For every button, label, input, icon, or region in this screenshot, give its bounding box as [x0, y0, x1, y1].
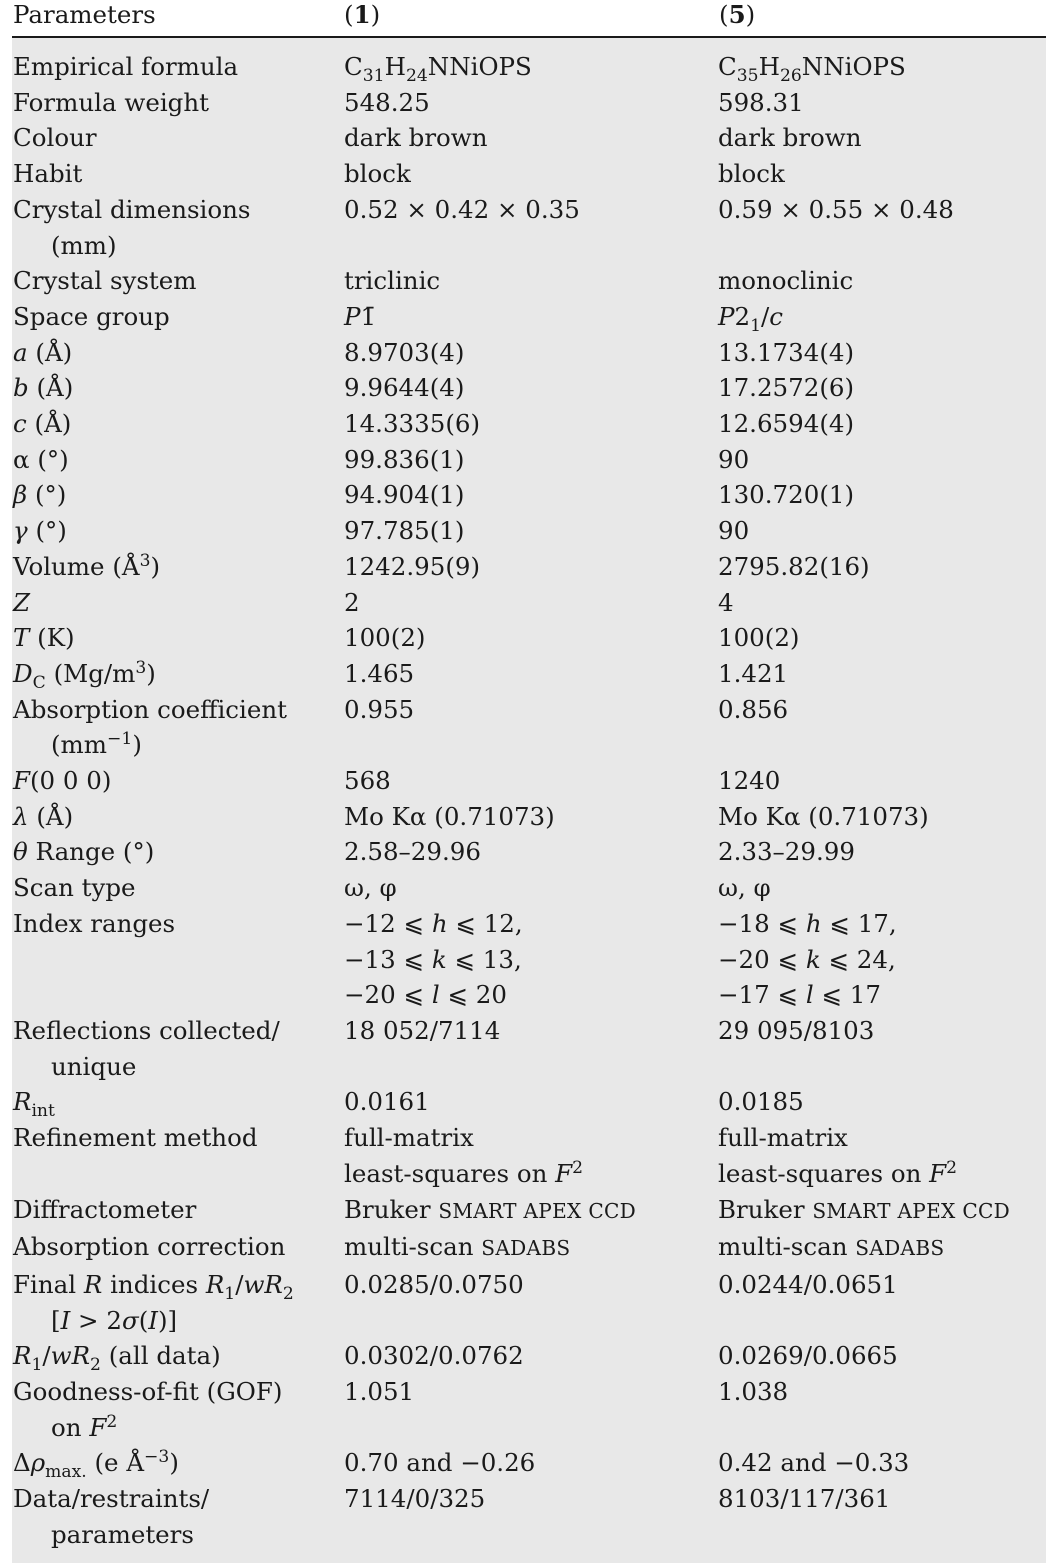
cell-line: block [344, 159, 411, 189]
table-row [12, 906, 1046, 1013]
cell-line: −13 ⩽ k ⩽ 13, [344, 944, 522, 974]
compound-5-cell [718, 1229, 1046, 1267]
compound-5-cell [718, 1338, 1046, 1374]
parameter-cell [12, 1374, 343, 1445]
cell-line: a (Å) [13, 337, 73, 367]
parameter-cell [12, 335, 343, 371]
parameter-cell [12, 656, 343, 692]
cell-line: Absorption correction [13, 1232, 286, 1262]
cell-line: $R_1/wR_2$ (all data) [13, 1341, 221, 1376]
header-compound-5: (5) [719, 0, 756, 29]
cell-line: $C_{35}H_{26}NNiOPS$ [718, 52, 906, 86]
parameter-cell [12, 1229, 343, 1267]
table-row [12, 85, 1046, 121]
cell-line: full-matrix [344, 1123, 474, 1153]
compound-1-cell [343, 49, 718, 85]
compound-5-cell [718, 799, 1046, 835]
compound-1-cell [343, 299, 718, 335]
compound-1-cell [343, 549, 718, 585]
cell-line: 4 [718, 587, 734, 617]
compound-5-cell [718, 406, 1046, 442]
compound-5-cell [718, 299, 1046, 335]
table-row [12, 585, 1046, 621]
cell-line: b (Å) [13, 373, 74, 403]
table-row [12, 799, 1046, 835]
compound-5-number: 5 [728, 0, 746, 29]
parameter-cell [12, 49, 343, 85]
table-row [12, 442, 1046, 478]
parameter-cell [12, 299, 343, 335]
cell-line: α (°) [13, 444, 69, 474]
cell-line: −20 ⩽ l ⩽ 20 [344, 980, 507, 1010]
parameter-cell [12, 370, 343, 406]
compound-5-cell [718, 870, 1046, 906]
cell-line: (mm) [51, 230, 117, 260]
cell-line: Volume $(Å^3)$ [13, 550, 161, 581]
compound-1-cell [343, 1013, 718, 1084]
cell-line: 0.856 [718, 694, 789, 724]
cell-line: 0.955 [344, 694, 415, 724]
table-row [12, 370, 1046, 406]
compound-5-cell [718, 1481, 1046, 1552]
cell-line: Refinement method [13, 1123, 258, 1153]
header-parameters: Parameters [13, 0, 156, 29]
cell-line: triclinic [344, 266, 441, 296]
compound-1-cell [343, 1374, 718, 1445]
cell-line: θ Range (°) [13, 837, 155, 867]
cell-line: 0.0161 [344, 1087, 430, 1117]
compound-1-cell [343, 120, 718, 156]
table-row [12, 620, 1046, 656]
table-row [12, 1267, 1046, 1338]
compound-1-cell [343, 1267, 718, 1338]
compound-1-cell [343, 1481, 718, 1552]
cell-line: 8103/117/361 [718, 1484, 891, 1514]
table-header [12, 0, 1046, 38]
cell-line: 548.25 [344, 87, 430, 117]
compound-5-cell [718, 49, 1046, 85]
parameter-cell [12, 585, 343, 621]
parameter-cell [12, 906, 343, 1013]
cell-line: $C_{31}H_{24}NNiOPS$ [344, 52, 532, 86]
compound-1-cell [343, 1229, 718, 1267]
compound-5-cell [718, 1192, 1046, 1230]
parameter-cell [12, 620, 343, 656]
cell-line: Formula weight [13, 87, 209, 117]
cell-line: 100(2) [344, 623, 426, 653]
cell-line: 18 052/7114 [344, 1015, 501, 1045]
table-row [12, 549, 1046, 585]
parameter-cell [12, 85, 343, 121]
cell-line: 13.1734(4) [718, 337, 855, 367]
compound-1-cell [343, 263, 718, 299]
compound-5-cell [718, 335, 1046, 371]
cell-line: dark brown [718, 123, 862, 153]
cell-line: Data/restraints/ [13, 1484, 210, 1514]
cell-line: −12 ⩽ h ⩽ 12, [344, 908, 523, 938]
table-row [12, 406, 1046, 442]
table-row [12, 120, 1046, 156]
parameter-cell [12, 549, 343, 585]
cell-line: $D_C$ $(Mg/m^3)$ [13, 657, 156, 693]
cell-line: 2.58–29.96 [344, 837, 481, 867]
compound-1-cell [343, 656, 718, 692]
cell-line: 100(2) [718, 623, 800, 653]
cell-line: 1.465 [344, 658, 415, 688]
cell-line: Crystal system [13, 266, 197, 296]
table-row [12, 692, 1046, 763]
compound-5-cell [718, 620, 1046, 656]
cell-line: 29 095/8103 [718, 1015, 875, 1045]
table-row [12, 1229, 1046, 1267]
cell-line: Diffractometer [13, 1194, 197, 1224]
compound-1-cell [343, 620, 718, 656]
cell-line: unique [51, 1051, 137, 1081]
cell-line: Empirical formula [13, 52, 239, 81]
compound-1-number: 1 [353, 0, 371, 29]
cell-line: T (K) [13, 623, 75, 653]
table-row [12, 834, 1046, 870]
compound-1-cell [343, 1192, 718, 1230]
parameter-cell [12, 1338, 343, 1374]
cell-line: 1242.95(9) [344, 551, 481, 581]
cell-line: λ (Å) [13, 801, 74, 831]
cell-line: parameters [51, 1519, 194, 1549]
cell-line: 0.0269/0.0665 [718, 1341, 898, 1371]
parameter-cell [12, 1192, 343, 1230]
cell-line: 12.6594(4) [718, 409, 855, 439]
cell-line: multi-scan SADABS [344, 1232, 571, 1262]
parameter-cell [12, 763, 343, 799]
table-row [12, 1374, 1046, 1445]
cell-line: 7114/0/325 [344, 1484, 486, 1514]
cell-line: least-squares on $F^2$ [344, 1157, 584, 1188]
compound-5-cell [718, 585, 1046, 621]
cell-line: on $F^2$ [51, 1411, 118, 1442]
parameter-cell [12, 120, 343, 156]
compound-5-cell [718, 263, 1046, 299]
compound-5-cell [718, 763, 1046, 799]
compound-1-cell [343, 1084, 718, 1120]
cell-line: 17.2572(6) [718, 373, 855, 403]
compound-5-cell [718, 1120, 1046, 1191]
parameter-cell [12, 477, 343, 513]
cell-line: Z [13, 587, 31, 617]
table-row [12, 1192, 1046, 1230]
cell-line: −20 ⩽ k ⩽ 24, [718, 944, 896, 974]
cell-line: 2795.82(16) [718, 551, 870, 581]
cell-line: Crystal dimensions [13, 194, 251, 224]
compound-5-cell [718, 1374, 1046, 1445]
compound-5-cell [718, 906, 1046, 1013]
cell-line: 14.3335(6) [344, 409, 481, 439]
cell-line: Mo Kα (0.71073) [344, 801, 555, 831]
cell-line: 0.42 and −0.33 [718, 1448, 910, 1478]
table-row [12, 1120, 1046, 1191]
cell-line: −18 ⩽ h ⩽ 17, [718, 908, 897, 938]
cell-line: 2 [344, 587, 360, 617]
parameter-cell [12, 870, 343, 906]
cell-line: monoclinic [718, 266, 854, 296]
table-body [12, 49, 1046, 1553]
parameter-cell [12, 513, 343, 549]
table-row [12, 156, 1046, 192]
compound-5-cell [718, 477, 1046, 513]
cell-line: Goodness-of-fit (GOF) [13, 1377, 283, 1407]
cell-line: F(0 0 0) [13, 766, 112, 796]
compound-5-cell [718, 370, 1046, 406]
cell-line: Colour [13, 123, 97, 153]
table-row [12, 1481, 1046, 1552]
compound-1-cell [343, 692, 718, 763]
parameter-cell [12, 263, 343, 299]
cell-line: 9.9644(4) [344, 373, 465, 403]
cell-line: 97.785(1) [344, 516, 465, 546]
parameter-cell [12, 156, 343, 192]
parameter-cell [12, 1084, 343, 1120]
table-row [12, 656, 1046, 692]
compound-5-cell [718, 192, 1046, 263]
compound-5-cell [718, 549, 1046, 585]
parameter-cell [12, 1120, 343, 1191]
compound-1-cell [343, 1120, 718, 1191]
parameter-cell [12, 192, 343, 263]
parameter-cell [12, 1481, 343, 1552]
table-row [12, 870, 1046, 906]
cell-line: block [718, 159, 785, 189]
compound-5-cell [718, 513, 1046, 549]
cell-line: 0.59 × 0.55 × 0.48 [718, 194, 954, 224]
cell-line: 568 [344, 766, 391, 796]
table-row [12, 192, 1046, 263]
cell-line: 94.904(1) [344, 480, 465, 510]
compound-5-cell [718, 692, 1046, 763]
cell-line: Index ranges [13, 908, 176, 938]
compound-1-cell [343, 85, 718, 121]
compound-5-cell [718, 656, 1046, 692]
cell-line: 130.720(1) [718, 480, 855, 510]
compound-1-cell [343, 834, 718, 870]
cell-line: c (Å) [13, 409, 72, 439]
compound-1-cell [343, 906, 718, 1013]
compound-1-cell [343, 156, 718, 192]
compound-1-cell [343, 335, 718, 371]
compound-5-cell [718, 1084, 1046, 1120]
compound-1-cell [343, 763, 718, 799]
cell-line: 2.33–29.99 [718, 837, 855, 867]
cell-line: 1.051 [344, 1377, 415, 1407]
parameter-cell [12, 1267, 343, 1338]
compound-1-cell [343, 870, 718, 906]
cell-line: Mo Kα (0.71073) [718, 801, 929, 831]
cell-line: β (°) [13, 480, 67, 510]
cell-line: Final R indices $R_1/wR_2$ [13, 1269, 294, 1304]
cell-line: γ (°) [13, 516, 67, 546]
table-row [12, 1013, 1046, 1084]
cell-line: 1240 [718, 766, 781, 796]
compound-1-cell [343, 192, 718, 263]
cell-line: Reflections collected/ [13, 1015, 280, 1045]
cell-line: 1.421 [718, 658, 789, 688]
cell-line: 90 [718, 444, 750, 474]
compound-1-cell [343, 1338, 718, 1374]
cell-line: 1.038 [718, 1377, 789, 1407]
cell-line: [I > 2σ(I)] [51, 1305, 178, 1335]
table-row [12, 513, 1046, 549]
parameter-cell [12, 834, 343, 870]
parameter-cell [12, 1445, 343, 1481]
cell-line: Space group [13, 301, 170, 331]
compound-5-cell [718, 85, 1046, 121]
table-row [12, 1084, 1046, 1120]
compound-5-cell [718, 834, 1046, 870]
cell-line: 598.31 [718, 87, 804, 117]
compound-5-cell [718, 1013, 1046, 1084]
compound-1-cell [343, 370, 718, 406]
compound-1-cell [343, 477, 718, 513]
parameter-cell [12, 442, 343, 478]
parameter-cell [12, 1013, 343, 1084]
table-row [12, 1445, 1046, 1481]
compound-5-cell [718, 120, 1046, 156]
cell-line: −17 ⩽ l ⩽ 17 [718, 980, 881, 1010]
parameter-cell [12, 406, 343, 442]
cell-line: 8.9703(4) [344, 337, 465, 367]
table-row [12, 49, 1046, 85]
cell-line: ω, φ [344, 873, 397, 903]
table-row [12, 299, 1046, 335]
parameter-cell [12, 692, 343, 763]
cell-line: Habit [13, 159, 83, 189]
cell-line: 0.0185 [718, 1087, 804, 1117]
cell-line: 0.0285/0.0750 [344, 1269, 524, 1299]
compound-1-cell [343, 799, 718, 835]
parameter-cell [12, 799, 343, 835]
table-row [12, 263, 1046, 299]
compound-5-cell [718, 442, 1046, 478]
cell-line: P1̄ [344, 301, 377, 331]
cell-line: Bruker SMART APEX CCD [344, 1194, 637, 1224]
cell-line: Absorption coefficient [13, 694, 287, 724]
cell-line: least-squares on $F^2$ [718, 1157, 958, 1188]
cell-line: ω, φ [718, 873, 771, 903]
table-row [12, 477, 1046, 513]
cell-line: 0.0302/0.0762 [344, 1341, 524, 1371]
cell-line: 0.0244/0.0651 [718, 1269, 898, 1299]
table-row [12, 335, 1046, 371]
compound-1-cell [343, 1445, 718, 1481]
cell-line: 99.836(1) [344, 444, 465, 474]
cell-line: $\Delta\rho_{max.}$ (e $Å^{-3}$) [13, 1447, 179, 1483]
cell-line: Bruker SMART APEX CCD [718, 1194, 1011, 1224]
cell-line: $P2_1/c$ [718, 301, 783, 336]
cell-line: multi-scan SADABS [718, 1232, 945, 1262]
cell-line: 90 [718, 516, 750, 546]
compound-1-cell [343, 513, 718, 549]
compound-1-cell [343, 406, 718, 442]
cell-line: 0.52 × 0.42 × 0.35 [344, 194, 580, 224]
compound-1-cell [343, 442, 718, 478]
header-compound-1: (1) [344, 0, 381, 29]
compound-1-cell [343, 585, 718, 621]
compound-5-cell [718, 1445, 1046, 1481]
cell-line: full-matrix [718, 1123, 848, 1153]
cell-line: dark brown [344, 123, 488, 153]
table-row [12, 1338, 1046, 1374]
cell-line: $R_{int}$ [13, 1087, 55, 1122]
compound-5-cell [718, 1267, 1046, 1338]
cell-line: $(mm^{-1})$ [51, 729, 142, 760]
compound-5-cell [718, 156, 1046, 192]
cell-line: Scan type [13, 873, 136, 903]
cell-line: 0.70 and −0.26 [344, 1448, 536, 1478]
table-row [12, 763, 1046, 799]
